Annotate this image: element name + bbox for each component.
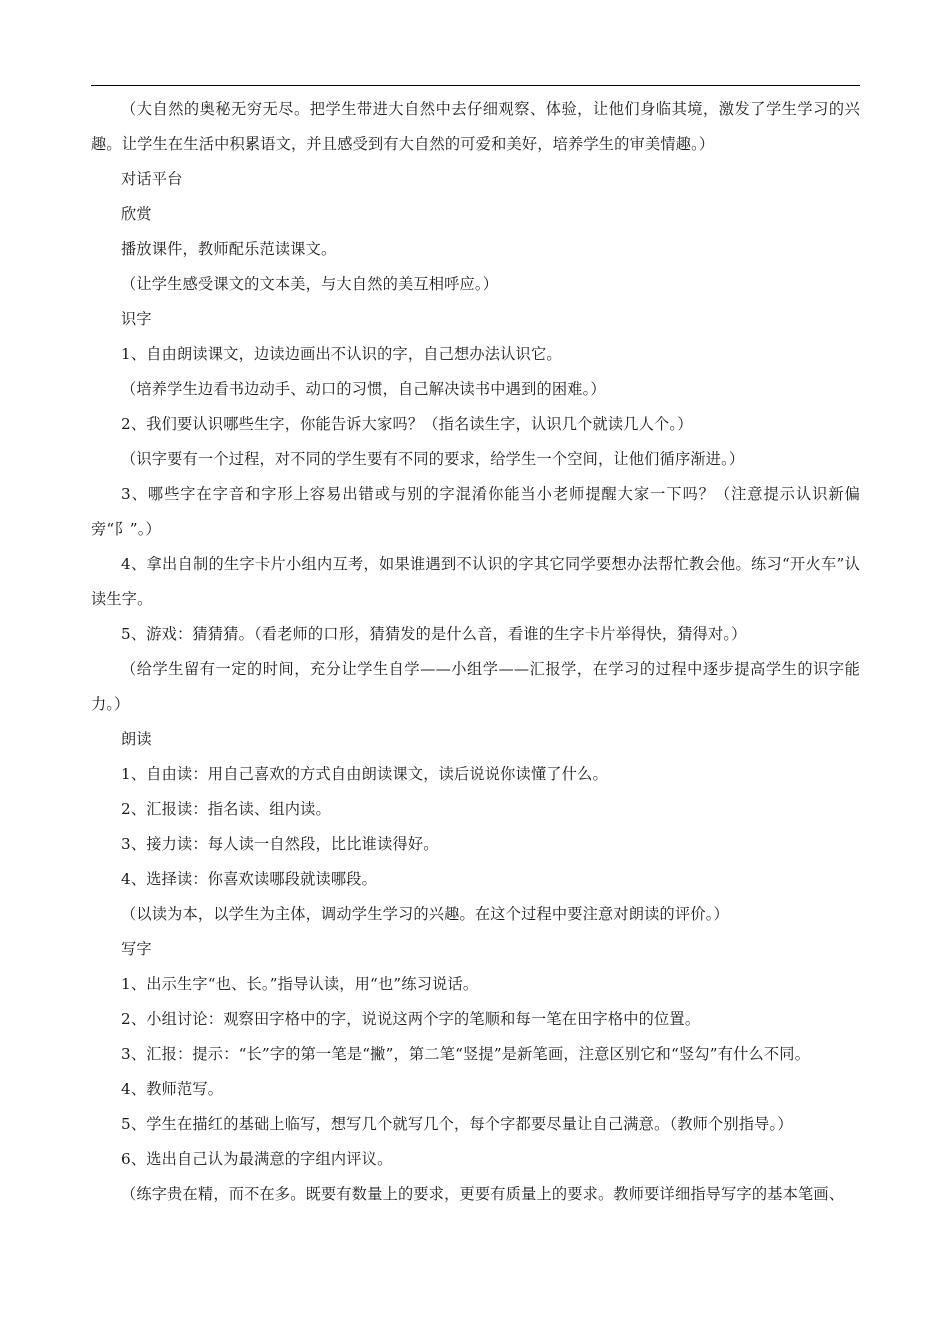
paragraph: 播放课件，教师配乐范读课文。 [121, 240, 337, 258]
list-item: 4、拿出自制的生字卡片小组内互考，如果谁遇到不认识的字其它同学要想办法帮忙教会他。练习“开火车”认读生字。 [91, 555, 860, 608]
document-body [91, 92, 860, 1212]
list-item: 2、小组讨论：观察田字格中的字，说说这两个字的笔顺和每一笔在田字格中的位置。 [121, 1010, 701, 1028]
list-item: 5、学生在描红的基础上临写，想写几个就写几个，每个字都要尽量让自己满意。（教师个别指导。） [121, 1115, 793, 1133]
paragraph: （给学生留有一定的时间，充分让学生自学——小组学——汇报学，在学习的过程中逐步提高学生的识字能力。） [91, 660, 860, 713]
paragraph: （练字贵在精，而不在多。既要有数量上的要求，更要有质量上的要求。教师要详细指导写字的基本笔画、 [121, 1185, 845, 1203]
header-rule [91, 85, 860, 86]
list-item: 2、我们要认识哪些生字，你能告诉大家吗？（指名读生字，认识几个就读几人个。） [121, 415, 693, 433]
paragraph: （大自然的奥秘无穷无尽。把学生带进大自然中去仔细观察、体验，让他们身临其境，激发了学生学习的兴趣。让学生在生活中积累语文，并且感受到有大自然的可爱和美好，培养学生的审美情趣。） [91, 100, 860, 153]
list-item: 3、接力读：每人读一自然段，比比谁读得好。 [121, 835, 439, 853]
list-item: 4、教师范写。 [121, 1080, 224, 1098]
list-item: 5、游戏：猜猜猜。（看老师的口形，猜猜发的是什么音，看谁的生字卡片举得快，猜得对。） [121, 625, 747, 643]
list-item: 6、选出自己认为最满意的字组内评议。 [121, 1150, 393, 1168]
list-item: 1、自由朗读课文，边读边画出不认识的字，自己想办法认识它。 [121, 345, 562, 363]
list-item: 2、汇报读：指名读、组内读。 [121, 800, 331, 818]
subsection-heading: 朗读 [121, 730, 152, 748]
list-item: 4、选择读：你喜欢读哪段就读哪段。 [121, 870, 378, 888]
list-item: 3、汇报：提示：“长”字的第一笔是“撇”，第二笔“竖提”是新笔画，注意区别它和“竖勾”有什么不同。 [121, 1045, 811, 1063]
subsection-heading: 识字 [121, 310, 152, 328]
paragraph: （以读为本，以学生为主体，调动学生学习的兴趣。在这个过程中要注意对朗读的评价。） [121, 905, 729, 923]
section-heading: 对话平台 [121, 170, 183, 188]
subsection-heading: 欣赏 [121, 205, 152, 223]
paragraph: （让学生感受课文的文本美，与大自然的美互相呼应。） [121, 275, 499, 293]
list-item: 1、自由读：用自己喜欢的方式自由朗读课文，读后说说你读懂了什么。 [121, 765, 608, 783]
list-item: 3、哪些字在字音和字形上容易出错或与别的字混淆你能当小老师提醒大家一下吗？（注意提示认识新偏旁“阝”。） [91, 485, 860, 538]
paragraph: （培养学生边看书边动手、动口的习惯，自己解决读书中遇到的困难。） [121, 380, 606, 398]
list-item: 1、出示生字“也、长。”指导认读，用“也”练习说话。 [121, 975, 479, 993]
subsection-heading: 写字 [121, 940, 152, 958]
paragraph: （识字要有一个过程，对不同的学生要有不同的要求，给学生一个空间，让他们循序渐进。） [121, 450, 745, 468]
